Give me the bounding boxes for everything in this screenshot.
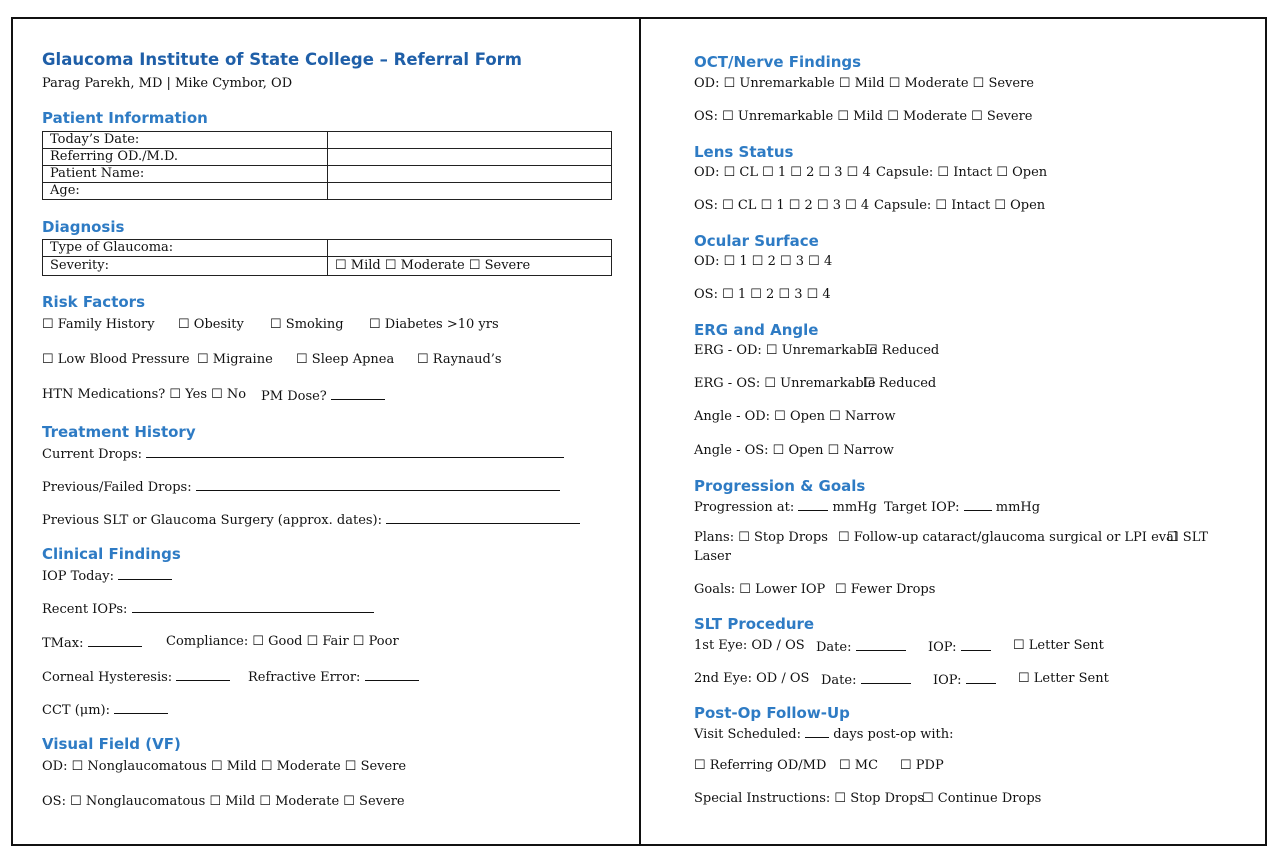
recent-iops (42, 600, 374, 618)
current-drops-input[interactable] (146, 445, 564, 458)
table-row (43, 183, 612, 200)
risk-migraine[interactable]: ☐ Migraine (197, 352, 273, 367)
row-label: Patient Name: (43, 166, 328, 183)
compliance-options[interactable]: Compliance: ☐ Good ☐ Fair ☐ Poor (166, 634, 399, 649)
previous-drops-label: Previous/Failed Drops: (42, 480, 192, 495)
hysteresis-input[interactable] (176, 668, 230, 681)
plans-stop-drops[interactable]: Plans: ☐ Stop Drops (694, 530, 828, 545)
slt-eye2-date-input[interactable] (861, 671, 911, 684)
oct-od-options[interactable]: OD: ☐ Unremarkable ☐ Mild ☐ Moderate ☐ Severe (694, 76, 1034, 91)
diagnosis-heading: Diagnosis (42, 218, 125, 236)
previous-slt-input[interactable] (386, 511, 580, 524)
previous-slt (42, 511, 580, 529)
iop-today (42, 567, 172, 585)
patient-info-table (42, 131, 612, 200)
visit-days-input[interactable] (805, 725, 829, 738)
progression-heading: Progression & Goals (694, 477, 866, 495)
risk-raynauds[interactable]: ☐ Raynaud’s (417, 352, 502, 367)
table-row (43, 240, 612, 257)
risk-low-bp[interactable]: ☐ Low Blood Pressure (42, 352, 190, 367)
plans-laser: Laser (694, 549, 731, 564)
lens-od-options[interactable]: OD: ☐ CL ☐ 1 ☐ 2 ☐ 3 ☐ 4 (694, 165, 871, 180)
risk-smoking[interactable]: ☐ Smoking (270, 317, 344, 332)
patient-info-heading: Patient Information (42, 109, 208, 127)
target-iop-label: Target IOP: (884, 500, 960, 515)
slt-eye2-iop (933, 671, 996, 689)
current-drops-label: Current Drops: (42, 447, 143, 462)
vf-od-options[interactable]: OD: ☐ Nonglaucomatous ☐ Mild ☐ Moderate ☐ Severe (42, 759, 407, 774)
pm-dose (261, 387, 385, 405)
with-referring[interactable]: ☐ Referring OD/MD (694, 758, 827, 773)
special-continue-drops[interactable]: ☐ Continue Drops (922, 791, 1042, 806)
plans-slt[interactable]: ☐ SLT (1167, 530, 1208, 545)
oct-os-options[interactable]: OS: ☐ Unremarkable ☐ Mild ☐ Moderate ☐ Severe (694, 109, 1033, 124)
visual-field-heading: Visual Field (VF) (42, 735, 181, 753)
erg-od-options[interactable]: ERG - OD: ☐ Unremarkable (694, 343, 878, 358)
visit-label: Visit Scheduled: (694, 727, 802, 742)
hysteresis-label: Corneal Hysteresis: (42, 670, 173, 685)
visit-suffix: days post-op with: (833, 727, 954, 742)
age-field[interactable] (328, 183, 612, 200)
date-label: Date: (821, 673, 857, 688)
cct-label: CCT (μm): (42, 703, 110, 718)
target-iop-unit: mmHg (995, 500, 1041, 515)
risk-sleep-apnea[interactable]: ☐ Sleep Apnea (296, 352, 395, 367)
with-mc[interactable]: ☐ MC (839, 758, 879, 773)
corneal-hysteresis (42, 668, 230, 686)
clinical-findings-heading: Clinical Findings (42, 545, 181, 563)
vf-os-options[interactable]: OS: ☐ Nonglaucomatous ☐ Mild ☐ Moderate ☐ Severe (42, 794, 405, 809)
iop-today-input[interactable] (118, 567, 172, 580)
previous-slt-label: Previous SLT or Glaucoma Surgery (approx. dates): (42, 513, 383, 528)
iop-today-label: IOP Today: (42, 569, 114, 584)
surface-os-options[interactable]: OS: ☐ 1 ☐ 2 ☐ 3 ☐ 4 (694, 287, 831, 302)
target-iop (884, 498, 1040, 516)
progression-unit: mmHg (832, 500, 877, 515)
current-drops (42, 445, 564, 463)
diagnosis-table (42, 239, 612, 276)
date-label: Date: (816, 640, 852, 655)
slt-eye1-letter[interactable]: ☐ Letter Sent (1013, 638, 1104, 653)
angle-os-options[interactable]: Angle - OS: ☐ Open ☐ Narrow (694, 443, 894, 458)
cct-input[interactable] (114, 701, 168, 714)
row-label: Severity: (43, 257, 328, 276)
slt-heading: SLT Procedure (694, 615, 815, 633)
row-label: Type of Glaucoma: (43, 240, 328, 257)
previous-drops-input[interactable] (196, 478, 560, 491)
slt-eye2-iop-input[interactable] (966, 671, 996, 684)
ocular-surface-heading: Ocular Surface (694, 232, 819, 250)
tmax-label: TMax: (42, 636, 84, 651)
postop-heading: Post-Op Follow-Up (694, 704, 850, 722)
treatment-history-heading: Treatment History (42, 423, 196, 441)
progression-at (694, 498, 877, 516)
glaucoma-type-field[interactable] (328, 240, 612, 257)
refractive-label: Refractive Error: (248, 670, 361, 685)
progression-input[interactable] (798, 498, 828, 511)
previous-drops (42, 478, 560, 496)
risk-family-history[interactable]: ☐ Family History (42, 317, 155, 332)
slt-eye1-date-input[interactable] (856, 638, 906, 651)
lens-os-options[interactable]: OS: ☐ CL ☐ 1 ☐ 2 ☐ 3 ☐ 4 (694, 198, 870, 213)
refractive-error (248, 668, 419, 686)
severity-options[interactable]: ☐ Mild ☐ Moderate ☐ Severe (328, 257, 612, 276)
angle-od-options[interactable]: Angle - OD: ☐ Open ☐ Narrow (694, 409, 896, 424)
refractive-input[interactable] (365, 668, 419, 681)
surface-od-options[interactable]: OD: ☐ 1 ☐ 2 ☐ 3 ☐ 4 (694, 254, 833, 269)
iop-label: IOP: (933, 673, 962, 688)
patient-name-field[interactable] (328, 166, 612, 183)
row-label: Referring OD./M.D. (43, 149, 328, 166)
risk-factors-heading: Risk Factors (42, 293, 146, 311)
plans-followup[interactable]: ☐ Follow-up cataract/glaucoma surgical or LPI eval (838, 530, 1179, 545)
special-stop-drops[interactable]: Special Instructions: ☐ Stop Drops (694, 791, 925, 806)
doctor-names: Parag Parekh, MD | Mike Cymbor, OD (42, 76, 293, 91)
lens-heading: Lens Status (694, 143, 794, 161)
erg-os-options[interactable]: ERG - OS: ☐ Unremarkable (694, 376, 876, 391)
row-label: Age: (43, 183, 328, 200)
pm-dose-label: PM Dose? (261, 389, 327, 404)
slt-eye2-date (821, 671, 911, 689)
slt-eye1-iop (928, 638, 991, 656)
goals-fewer-drops[interactable]: ☐ Fewer Drops (835, 582, 936, 597)
column-divider (639, 17, 641, 846)
cct (42, 701, 168, 719)
table-row (43, 149, 612, 166)
table-row (43, 132, 612, 149)
tmax-input[interactable] (88, 634, 142, 647)
slt-eye2[interactable]: 2nd Eye: OD / OS (694, 671, 810, 686)
tmax (42, 634, 142, 652)
form-title: Glaucoma Institute of State College – Referral Form (42, 50, 522, 69)
referring-doctor-field[interactable] (328, 149, 612, 166)
target-iop-input[interactable] (964, 498, 992, 511)
iop-label: IOP: (928, 640, 957, 655)
with-pdp[interactable]: ☐ PDP (900, 758, 944, 773)
erg-heading: ERG and Angle (694, 321, 819, 339)
recent-iops-label: Recent IOPs: (42, 602, 128, 617)
oct-heading: OCT/Nerve Findings (694, 53, 862, 71)
table-row (43, 166, 612, 183)
risk-obesity[interactable]: ☐ Obesity (178, 317, 244, 332)
pm-dose-input[interactable] (331, 387, 385, 400)
slt-eye1-iop-input[interactable] (961, 638, 991, 651)
recent-iops-input[interactable] (132, 600, 374, 613)
progression-label: Progression at: (694, 500, 795, 515)
erg-os-reduced[interactable]: ☐ Reduced (863, 376, 937, 391)
lens-os-capsule[interactable]: Capsule: ☐ Intact ☐ Open (874, 198, 1046, 213)
lens-od-capsule[interactable]: Capsule: ☐ Intact ☐ Open (876, 165, 1048, 180)
goals-lower-iop[interactable]: Goals: ☐ Lower IOP (694, 582, 826, 597)
htn-medications[interactable]: HTN Medications? ☐ Yes ☐ No (42, 387, 247, 402)
slt-eye1-date (816, 638, 906, 656)
risk-diabetes[interactable]: ☐ Diabetes >10 yrs (369, 317, 499, 332)
table-row (43, 257, 612, 276)
visit-scheduled (694, 725, 954, 743)
todays-date-field[interactable] (328, 132, 612, 149)
erg-od-reduced[interactable]: ☐ Reduced (866, 343, 940, 358)
row-label: Today’s Date: (43, 132, 328, 149)
slt-eye1[interactable]: 1st Eye: OD / OS (694, 638, 805, 653)
slt-eye2-letter[interactable]: ☐ Letter Sent (1018, 671, 1109, 686)
